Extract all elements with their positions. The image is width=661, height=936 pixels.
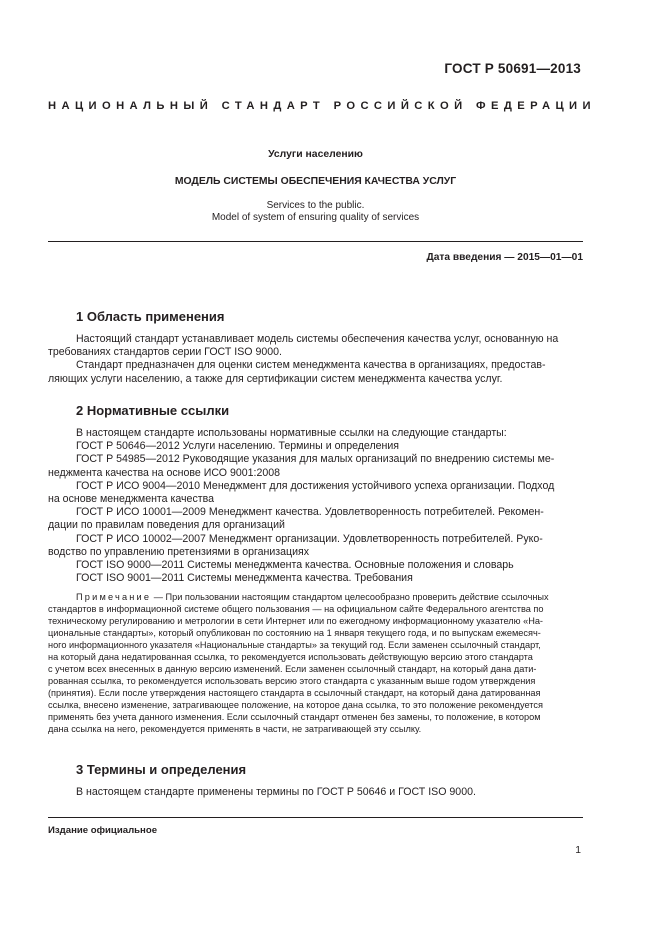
reference-line: ГОСТ ISO 9000—2011 Системы менеджмента качества. Основные положения и словарь [76,559,514,572]
text-line: В настоящем стандарте применены термины по ГОСТ Р 50646 и ГОСТ ISO 9000. [76,786,476,798]
section-1-body [48,333,583,386]
section-1-heading: 1 Область применения [76,309,225,324]
national-standard-banner: НАЦИОНАЛЬНЫЙ СТАНДАРТ РОССИЙСКОЙ ФЕДЕРАЦИИ [48,100,596,112]
note-line: рованная ссылка, то рекомендуется использовать версию этого стандарта с указанным выше годом утверждения [48,676,536,686]
bottom-divider [48,817,583,818]
official-edition-label: Издание официальное [48,825,158,836]
top-divider [48,241,583,242]
text-line: требованиях стандартов серии ГОСТ ISO 9000. [48,346,282,359]
note-line: ного информационного указателя «Национальные стандарты» за текущий год. Если заменен ссылочный стандарт, [48,640,541,650]
document-code: ГОСТ Р 50691—2013 [444,61,581,76]
section-2-heading: 2 Нормативные ссылки [76,403,230,418]
note-line: с учетом всех внесенных в данную версию изменений. Если заменен ссылочный стандарт, на который дана дати- [48,664,537,674]
note-line: стандартов в информационной системе общего пользования — на официальном сайте Федерального агентства по [48,604,544,614]
note-line: техническому регулированию и метрологии в сети Интернет или по ежегодному информационному указателю «На- [48,616,543,626]
note-line: применять без учета данного изменения. Если ссылочный стандарт отменен без замены, то положение, в котором [48,712,541,722]
standard-field: Услуги населению [268,149,363,160]
section-1-paragraph [48,359,583,385]
note-line: циональные стандарты», который опубликован по состоянию на 1 января текущего года, и по выпускам ежемесяч- [48,628,541,638]
section-3-heading: 3 Термины и определения [76,762,247,777]
text-line: Стандарт предназначен для оценки систем менеджмента качества в организациях, предостав- [76,359,546,372]
note-line: ссылка, внесено изменение, затрагивающее положение, на которое дана ссылка, то это положение рекомендуется [48,700,543,710]
standard-title-en-line-1: Services to the public. [266,200,365,211]
reference-line: на основе менеджмента качества [48,493,214,506]
standard-title-ru: МОДЕЛЬ СИСТЕМЫ ОБЕСПЕЧЕНИЯ КАЧЕСТВА УСЛУГ [174,176,457,187]
reference-line: ГОСТ Р ИСО 10001—2009 Менеджмент качества. Удовлетворенность потребителей. Рекомен- [76,506,544,519]
text-line: ляющих услуги населению, а также для сертификации систем менеджмента качества услуг. [48,372,503,385]
text-line: Настоящий стандарт устанавливает модель системы обеспечения качества услуг, основанную на [76,333,559,345]
note-line: (принятия). Если после утверждения настоящего стандарта в ссылочный стандарт, на который дана датированная [48,688,541,698]
page-number: 1 [575,845,581,856]
reference-line: ГОСТ Р 54985—2012 Руководящие указания для малых организаций по внедрению системы ме- [76,453,555,466]
standard-title-en-line-2: Model of system of ensuring quality of services [211,212,420,223]
note-line [48,591,583,603]
reference-line: ГОСТ Р ИСО 9004—2010 Менеджмент для достижения устойчивого успеха организации. Подход [76,479,555,492]
note-line: на который дана недатированная ссылка, то рекомендуется использовать действующую версию этого стандарта [48,652,533,662]
references-note [48,591,583,735]
text-line: В настоящем стандарте использованы нормативные ссылки на следующие стандарты: [76,427,507,439]
section-1-paragraph [48,333,583,359]
reference-line: неджмента качества на основе ИСО 9001:2008 [48,466,281,479]
note-text: — При пользовании настоящим стандартом целесообразно проверить действие ссылочных [151,592,549,602]
reference-line: ГОСТ Р 50646—2012 Услуги населению. Термины и определения [76,440,400,453]
section-2-body [48,427,583,585]
reference-line: дации по правилам поведения для организаций [48,519,285,532]
reference-line: ГОСТ ISO 9001—2011 Системы менеджмента качества. Требования [76,572,413,585]
note-label: Примечание [76,592,152,602]
note-line: дана ссылка на него, рекомендуется применять в части, не затрагивающей эту ссылку. [48,724,422,734]
introduction-date: Дата введения — 2015—01—01 [426,252,583,263]
reference-line: ГОСТ Р ИСО 10002—2007 Менеджмент организации. Удовлетворенность потребителей. Руко- [76,532,543,545]
reference-line: водство по управлению претензиями в организациях [48,545,310,558]
section-3-body [48,786,583,799]
